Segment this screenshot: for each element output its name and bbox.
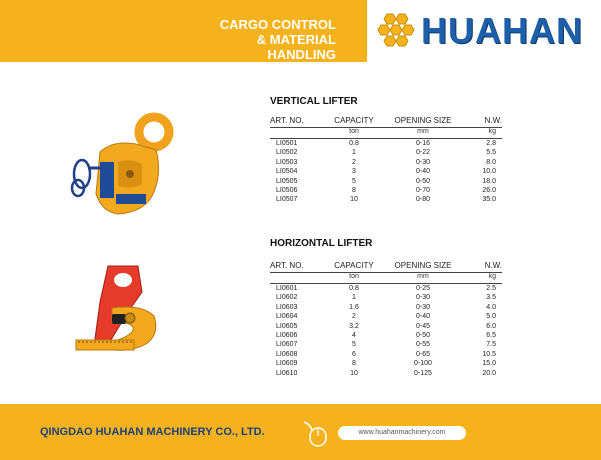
weight-cell: 2.5 [486, 285, 496, 292]
weight-cell: 10.5 [482, 350, 496, 358]
opening-size-cell: 0-80 [415, 196, 431, 204]
art-no-cell: LI0603 [276, 303, 298, 311]
art-no-cell: LI0504 [276, 168, 298, 176]
weight-cell: 8.0 [486, 158, 496, 166]
capacity-cell: 0.8 [349, 140, 359, 147]
art-no-cell: LI0501 [276, 140, 298, 147]
art-no-cell: LI0609 [276, 360, 298, 368]
horizontal-lifter-image [72, 262, 172, 362]
capacity-cell: 3.2 [349, 322, 359, 330]
unit-capacity: ton [349, 273, 359, 280]
opening-size-cell: 0-50 [415, 332, 431, 339]
capacity-cell: 5 [352, 341, 356, 349]
opening-size-cell: 0-30 [415, 294, 431, 302]
opening-size-cell: 0-45 [415, 322, 431, 330]
website-link[interactable]: www.huahanmachinery.com [338, 426, 466, 440]
capacity-cell: 2 [352, 313, 356, 321]
unit-opening: mm [417, 273, 429, 280]
art-no-cell: LI0505 [276, 177, 298, 185]
weight-cell: 3.5 [486, 294, 496, 302]
opening-size-cell: 0-30 [415, 303, 431, 311]
unit-weight: kg [488, 128, 496, 135]
capacity-cell: 1 [352, 294, 356, 302]
company-name: QINGDAO HUAHAN MACHINERY CO., LTD. [40, 426, 265, 438]
footer-banner [0, 404, 601, 460]
opening-size-cell: 0-22 [415, 149, 431, 157]
header-art-no: ART. NO. [270, 261, 304, 270]
opening-size-cell: 0-25 [415, 285, 431, 292]
mouse-icon [300, 418, 336, 448]
brand-logo [367, 0, 601, 62]
units-row [270, 128, 502, 138]
art-no-cell: LI0604 [276, 313, 298, 321]
brand-name: HUAHAN [421, 10, 583, 51]
header-nw: N.W. [484, 116, 502, 125]
capacity-cell: 1 [352, 149, 356, 157]
weight-cell: 35.0 [482, 196, 496, 204]
header-capacity: CAPACITY [334, 116, 374, 125]
weight-cell: 18.0 [482, 177, 496, 185]
header-title-line1: CARGO CONTROL [219, 17, 336, 32]
table-row [270, 196, 502, 206]
opening-size-cell: 0-70 [415, 187, 431, 194]
opening-size-cell: 0-50 [415, 177, 431, 185]
weight-cell: 6.0 [486, 322, 496, 330]
weight-cell: 26.0 [482, 187, 496, 194]
capacity-cell: 3 [352, 168, 356, 176]
capacity-cell: 4 [352, 332, 356, 339]
unit-opening: mm [417, 128, 429, 135]
vertical-lifter-image [58, 112, 188, 222]
art-no-cell: LI0502 [276, 149, 298, 157]
opening-size-cell: 0-30 [415, 158, 431, 166]
art-no-cell: LI0605 [276, 322, 298, 330]
table-row [270, 370, 502, 380]
art-no-cell: LI0610 [276, 369, 298, 377]
vertical-lifter-title: VERTICAL LIFTER [270, 96, 358, 107]
capacity-cell: 1.6 [349, 303, 359, 311]
art-no-cell: LI0507 [276, 196, 298, 204]
art-no-cell: LI0503 [276, 158, 298, 166]
opening-size-cell: 0-65 [415, 350, 431, 358]
header-title-line2: & MATERIAL HANDLING [256, 32, 336, 62]
horizontal-lifter-title: HORIZONTAL LIFTER [270, 238, 373, 249]
art-no-cell: LI0506 [276, 187, 298, 194]
header-capacity: CAPACITY [334, 261, 374, 270]
art-no-cell: LI0606 [276, 332, 298, 339]
capacity-cell: 0.8 [349, 285, 359, 292]
opening-size-cell: 0-55 [415, 341, 431, 349]
opening-size-cell: 0-100 [414, 360, 432, 368]
art-no-cell: LI0607 [276, 341, 298, 349]
weight-cell: 5.5 [486, 149, 496, 157]
capacity-cell: 10 [350, 369, 358, 377]
art-no-cell: LI0602 [276, 294, 298, 302]
art-no-cell: LI0608 [276, 350, 298, 358]
header-opening-size: OPENING SIZE [394, 261, 452, 270]
weight-cell: 20.0 [482, 369, 496, 377]
art-no-cell: LI0601 [276, 285, 298, 292]
weight-cell: 6.5 [486, 332, 496, 339]
opening-size-cell: 0-40 [415, 168, 431, 176]
units-divider [270, 283, 502, 284]
capacity-cell: 6 [352, 350, 356, 358]
units-row [270, 273, 502, 283]
opening-size-cell: 0-125 [414, 369, 432, 377]
header-banner [0, 0, 601, 62]
capacity-cell: 8 [352, 187, 356, 194]
capacity-cell: 8 [352, 360, 356, 368]
opening-size-cell: 0-16 [415, 140, 431, 147]
unit-capacity: ton [349, 128, 359, 135]
units-divider [270, 138, 502, 139]
header-opening-size: OPENING SIZE [394, 116, 452, 125]
capacity-cell: 10 [350, 196, 358, 204]
weight-cell: 10.0 [482, 168, 496, 176]
capacity-cell: 2 [352, 158, 356, 166]
weight-cell: 7.5 [486, 341, 496, 349]
weight-cell: 4.0 [486, 303, 496, 311]
opening-size-cell: 0-40 [415, 313, 431, 321]
header-nw: N.W. [484, 261, 502, 270]
header-art-no: ART. NO. [270, 116, 304, 125]
honeycomb-icon [377, 10, 417, 50]
unit-weight: kg [488, 273, 496, 280]
weight-cell: 15.0 [482, 360, 496, 368]
weight-cell: 5.0 [486, 313, 496, 321]
header-title [196, 17, 336, 62]
weight-cell: 2.8 [486, 140, 496, 147]
capacity-cell: 5 [352, 177, 356, 185]
